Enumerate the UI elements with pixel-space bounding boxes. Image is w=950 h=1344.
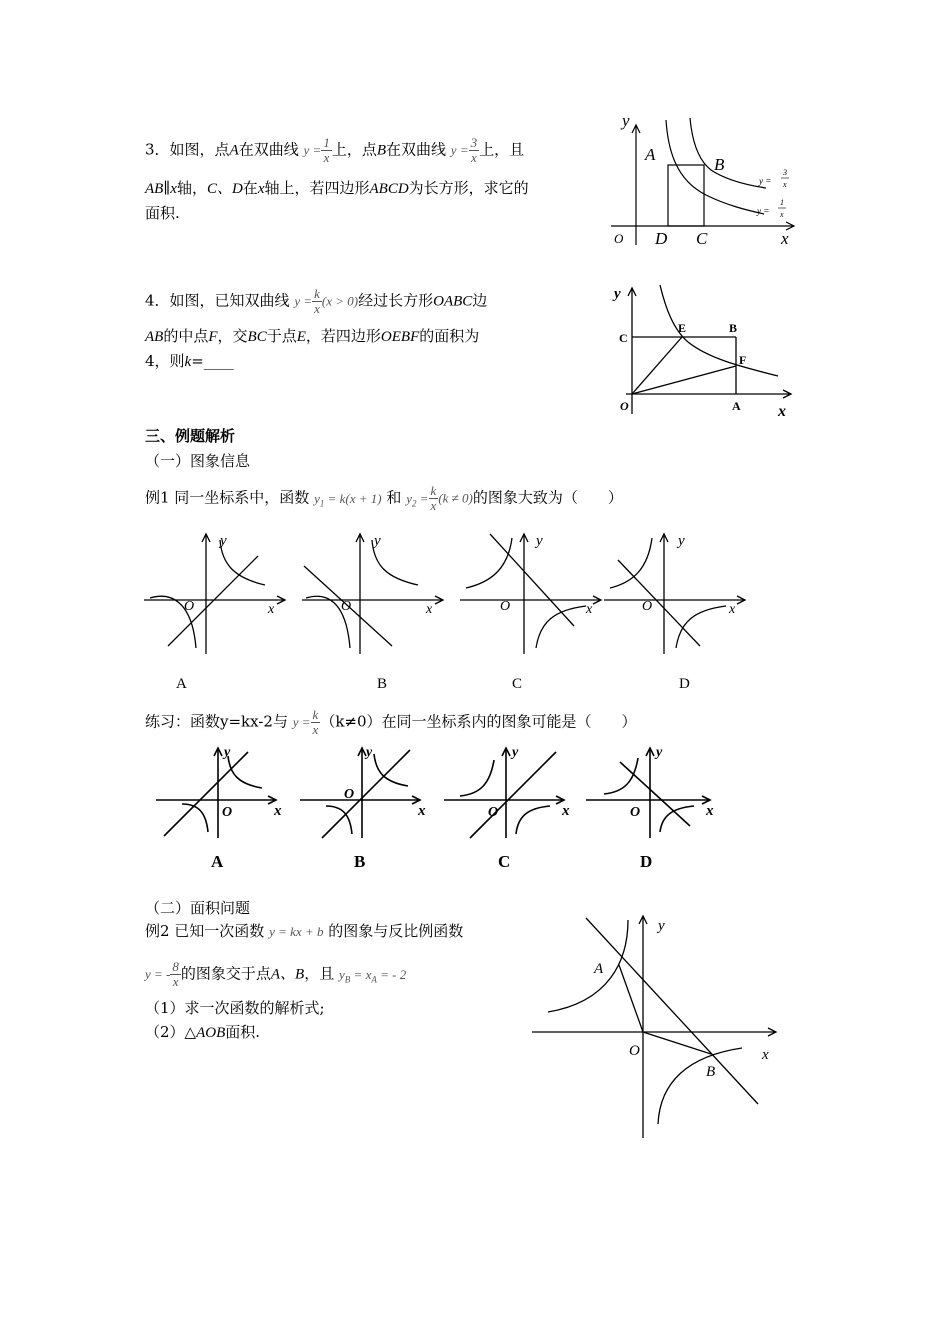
denominator: x <box>470 150 477 165</box>
subscript: 1 <box>319 498 325 509</box>
segment-label: AB <box>145 329 164 345</box>
denominator: x <box>172 974 179 989</box>
x-axis-label: x <box>586 602 593 617</box>
text-span: 面积. <box>225 1023 261 1041</box>
y-axis-label: y <box>656 745 663 760</box>
y-axis-label: y <box>374 533 381 549</box>
subsection-title-1: （一）图象信息 <box>145 452 251 470</box>
problem3-number: 3．如图，点 <box>145 140 230 159</box>
x-axis-label: x <box>268 602 275 617</box>
quad-label: ABCD <box>369 181 409 197</box>
hyperbola-branch-q3 <box>182 804 208 832</box>
variable-k: k <box>184 354 192 370</box>
ex1-option-d-label: D <box>679 676 690 692</box>
equation-lhs: y = <box>450 142 469 158</box>
subscript: 2 <box>412 498 417 509</box>
y-axis-label: y <box>220 533 227 549</box>
hyperbola-branch-q2 <box>466 538 512 588</box>
rhs: = k(x + 1) <box>327 490 382 506</box>
y-axis-label: y <box>536 533 543 549</box>
subsection-title-2: （二）面积问题 <box>145 899 251 917</box>
problem3-line3: 面积. <box>145 204 180 222</box>
x-axis-label: x <box>274 803 282 819</box>
hyperbola-branch-q4 <box>658 1048 742 1124</box>
condition: (k ≠ 0) <box>438 490 473 506</box>
numerator: 8 <box>172 959 179 974</box>
ex1-option-a-label: A <box>176 676 187 692</box>
equation-condition: (x > 0) <box>321 293 359 309</box>
ex1-graph-c <box>456 530 606 658</box>
text-span: 的面积为 <box>419 327 480 345</box>
hyperbola-branch-q4 <box>676 606 726 648</box>
y-axis-label: y <box>658 918 665 934</box>
numerator: k <box>314 286 320 301</box>
curve-label-num: 3 <box>783 168 787 177</box>
segment-oe <box>632 337 682 394</box>
hyperbola-branch-q2 <box>610 538 652 588</box>
hyperbola-branch-q4 <box>516 806 550 834</box>
fraction-k-over-x <box>311 708 321 737</box>
points-label: C、D <box>206 181 243 197</box>
origin-label: O <box>620 399 629 413</box>
linear-function <box>618 560 700 646</box>
problem4-line1 <box>145 287 487 316</box>
rect-label: OABC <box>433 293 473 310</box>
text-span: ，交 <box>217 327 248 345</box>
practice-option-c-label: C <box>498 852 511 871</box>
curve-label-den: x <box>780 210 784 219</box>
origin-label: O <box>642 599 653 614</box>
eq: = <box>419 490 429 506</box>
denominator: x <box>312 722 319 737</box>
y2-expression <box>406 490 429 509</box>
text-span: ，且 <box>304 964 335 983</box>
problem3-line1 <box>145 136 524 165</box>
text-span: 和 <box>386 488 402 507</box>
hyperbola-branch-q4 <box>660 806 694 832</box>
origin-label: O <box>500 599 511 614</box>
text-span: 的中点 <box>163 327 209 345</box>
var: y <box>314 490 320 506</box>
question-1: （1）求一次函数的解析式; <box>145 999 325 1017</box>
var: y <box>339 966 345 982</box>
x-axis-label: x <box>426 602 433 617</box>
origin-label: O <box>630 805 641 820</box>
y-axis-label: y <box>366 745 373 760</box>
text-span: （k≠0）在同一坐标系内的图象可能是（ ） <box>320 712 637 731</box>
text-span: 上，且 <box>479 140 525 159</box>
point-b-label: B <box>729 321 738 335</box>
x-axis-label: x <box>781 229 789 248</box>
denominator: x <box>323 150 330 165</box>
problem4-line2 <box>145 326 479 347</box>
rectangle-abcd <box>668 165 704 226</box>
point-d-label: D <box>655 229 668 248</box>
text-span: 经过长方形 <box>358 291 434 310</box>
practice-graph-c <box>440 742 580 842</box>
subscript: A <box>371 974 377 985</box>
linear-function <box>168 556 258 646</box>
value: = - 2 <box>380 966 407 982</box>
linear-function <box>322 750 410 838</box>
origin-label: O <box>629 1043 640 1059</box>
point-b-label: B <box>714 155 725 174</box>
curve-label-lhs: y = <box>759 176 772 186</box>
text-span: 练习：函数y=kx-2与 <box>145 712 288 731</box>
y-axis-label: y <box>224 745 231 760</box>
origin-label: O <box>184 599 195 614</box>
example1-line <box>145 484 623 513</box>
hyperbola-branch-q1 <box>220 540 265 585</box>
quad-label: OEBF <box>380 329 420 345</box>
practice-line <box>145 708 637 737</box>
axis-name: x <box>170 181 177 197</box>
practice-graph-b <box>296 742 436 842</box>
hyperbola-branch-q1 <box>228 756 262 788</box>
example2-figure <box>528 912 783 1142</box>
triangle-label: AOB <box>196 1025 226 1041</box>
var: y <box>406 490 412 506</box>
text-span: 轴， <box>176 179 207 197</box>
curve-label-lhs: y = <box>757 206 770 216</box>
curve-label-den: x <box>783 180 787 189</box>
curve-3-over-x <box>690 118 766 188</box>
text-span: （2）△ <box>145 1023 197 1041</box>
practice-option-a-label: A <box>211 852 224 871</box>
example2-line2 <box>145 960 406 989</box>
point-a-label: A <box>732 399 741 413</box>
x-axis-label: x <box>562 803 570 819</box>
problem3-line2 <box>145 178 529 199</box>
numerator: k <box>312 707 319 722</box>
x-axis-label: x <box>778 403 786 420</box>
y-axis-label: y <box>512 745 519 760</box>
problem3-figure <box>606 110 801 252</box>
point-label: F <box>208 329 218 345</box>
curve-label-num: 1 <box>780 198 784 207</box>
ex1-graph-b <box>298 530 448 658</box>
x-axis-label: x <box>418 803 426 819</box>
text-span: 例2 已知一次函数 <box>145 922 265 940</box>
condition-expression <box>339 966 407 985</box>
axis-name: x <box>257 181 265 197</box>
segment-of <box>632 366 736 394</box>
ex1-option-b-label: B <box>377 676 388 692</box>
text-span: 的图象大致为（ ） <box>472 488 623 507</box>
eq: = x <box>353 966 372 982</box>
equation-lhs: y = <box>303 142 322 158</box>
text-span: 例1 同一坐标系中，函数 <box>145 488 310 507</box>
points-label: A、B <box>270 966 305 983</box>
text-span: 轴上，若四边形 <box>264 179 370 197</box>
x-axis-label: x <box>706 803 714 819</box>
y-axis-label: y <box>622 111 630 130</box>
linear-function <box>470 752 556 838</box>
hyperbola-branch-q2 <box>460 760 494 796</box>
text-span: 边 <box>472 291 488 310</box>
segment-label: AB <box>145 181 164 197</box>
text-span: 的图象交于点 <box>180 964 271 983</box>
origin-label: O <box>488 805 499 820</box>
subscript: B <box>344 974 351 985</box>
origin-label: O <box>344 787 355 802</box>
equation-lhs: y = <box>292 714 311 730</box>
point-a-label: A <box>594 961 604 977</box>
point-c-label: C <box>619 331 628 345</box>
y-axis-label: y <box>614 286 621 302</box>
point-c-label: C <box>696 229 708 248</box>
answer-blank: =____ <box>191 352 234 370</box>
ex1-graph-a <box>140 530 290 658</box>
point-label: E <box>296 329 306 345</box>
point-a-label: A <box>645 145 656 164</box>
text-span: 在 <box>242 179 258 197</box>
fraction-k-over-x <box>429 484 439 513</box>
numerator: 3 <box>470 135 478 150</box>
y1-expression <box>314 490 382 509</box>
fraction-8-over-x <box>170 960 181 989</box>
practice-graph-a <box>152 742 292 842</box>
problem4-number: 4．如图，已知双曲线 <box>145 291 290 310</box>
origin-label: O <box>341 599 352 614</box>
text-span: 在双曲线 <box>238 140 299 159</box>
section-title: 三、例题解析 <box>145 427 236 445</box>
denominator: x <box>430 498 437 513</box>
fraction-k-over-x <box>312 287 322 316</box>
text-span: 的图象与反比例函数 <box>328 922 464 940</box>
fraction-3-over-x <box>469 136 480 165</box>
example2-line1 <box>145 921 463 942</box>
y-axis-label: y <box>678 533 685 549</box>
point-a-label: A <box>229 142 239 159</box>
text-span: ，若四边形 <box>305 327 381 345</box>
ex1-option-c-label: C <box>512 676 523 692</box>
point-e-label: E <box>678 321 687 335</box>
equation-lhs: y = - <box>145 966 171 982</box>
origin-label: O <box>614 231 624 246</box>
problem4-figure <box>608 280 798 420</box>
point-b-label: B <box>706 1064 716 1080</box>
problem4-line3 <box>145 351 234 372</box>
numerator: 1 <box>323 135 330 150</box>
text-span: 4，则 <box>145 352 185 370</box>
parallel-symbol: ∥ <box>163 179 171 197</box>
text-span: 为长方形，求它的 <box>408 179 529 197</box>
fraction-1-over-x <box>321 136 332 165</box>
denominator: x <box>314 301 320 316</box>
x-axis-label: x <box>762 1047 769 1063</box>
origin-label: O <box>222 805 233 820</box>
numerator: k <box>430 483 437 498</box>
question-2 <box>145 1022 260 1043</box>
text-span: 在双曲线 <box>386 140 447 159</box>
linear-equation: y = kx + b <box>269 924 324 939</box>
practice-option-d-label: D <box>640 852 653 871</box>
practice-graph-d <box>582 742 722 842</box>
point-b-label: B <box>376 142 386 159</box>
x-axis-label: x <box>729 602 736 617</box>
hyperbola-branch-q2 <box>548 920 628 1012</box>
segment-label: BC <box>247 329 267 345</box>
ex1-graph-d <box>600 530 750 658</box>
text-span: 于点 <box>266 327 297 345</box>
practice-option-b-label: B <box>354 852 366 871</box>
line-ab <box>586 918 758 1104</box>
point-f-label: F <box>739 353 747 367</box>
equation-lhs: y = <box>294 293 313 309</box>
text-span: 上，点 <box>331 140 377 159</box>
